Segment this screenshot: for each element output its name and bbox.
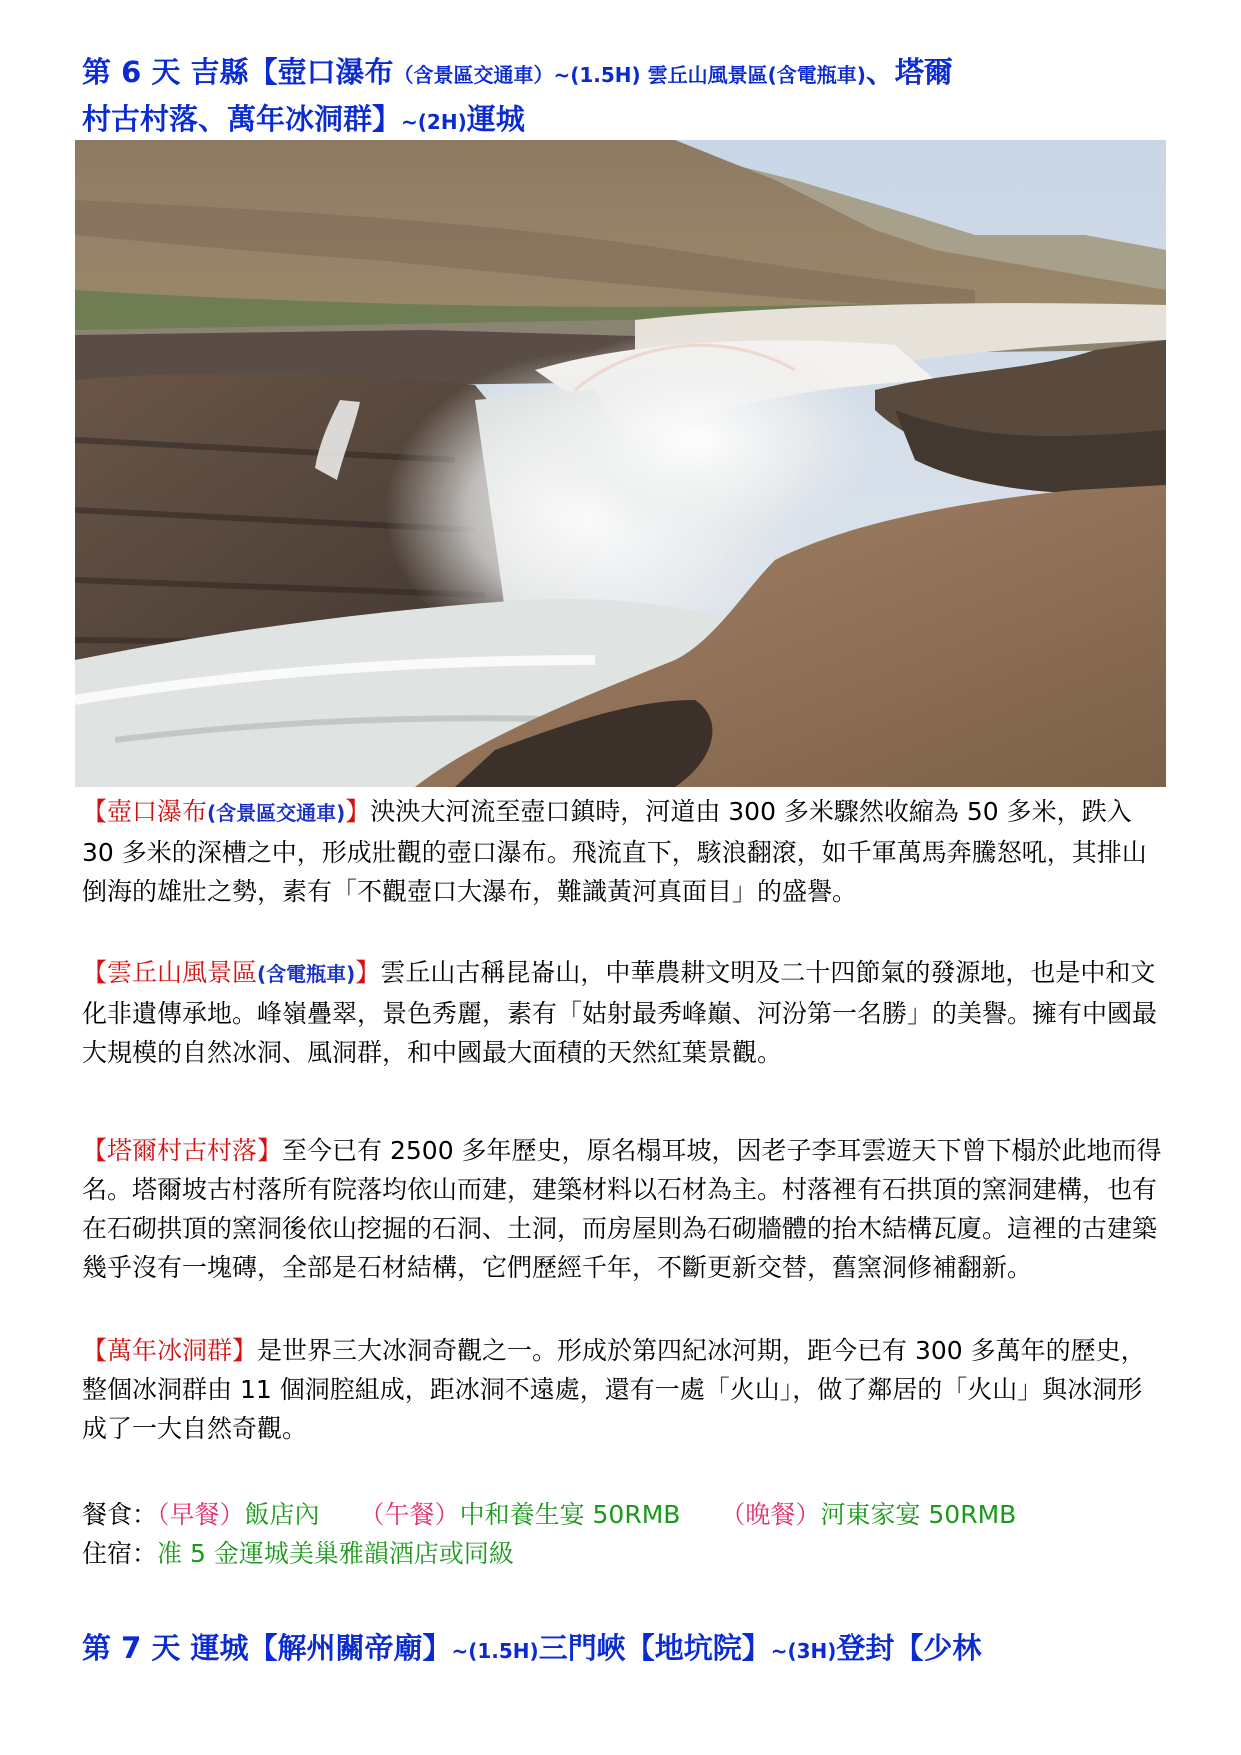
attraction-yunqiu — [82, 953, 1167, 1072]
attraction-name: 【壺口瀑布 — [82, 797, 208, 826]
attraction-ice-caves — [82, 1331, 1167, 1448]
attraction-bracket-close: 】 — [355, 958, 381, 987]
attraction-paragraph — [82, 792, 1167, 911]
day6-heading-part: 運城 — [466, 102, 525, 136]
attraction-name: 【塔爾村古村落 — [82, 1136, 258, 1165]
attraction-description: 雲丘山古稱昆崙山，中華農耕文明及二十四節氣的發源地，也是中和文化非遺傳承地。峰嶺疊翠，景色秀麗，素有「姑射最秀峰巔、河汾第一名勝」的美譽。擁有中國最大規模的自然冰洞、風洞群，和中國最大面積的天然紅葉景觀。 — [82, 958, 1158, 1067]
day7-heading — [82, 1626, 1164, 1673]
day6-heading-part: （含景區交通車） — [393, 63, 554, 87]
day6-heading — [82, 50, 1164, 144]
day6-heading-part: ~(1.5H) 雲丘山風景區 — [553, 63, 768, 87]
day6-heading-part: ~(2H) — [401, 110, 467, 134]
day6-heading-part: 村古村落、萬年冰洞群】 — [82, 102, 402, 136]
day7-heading-part: ~(3H) — [770, 1639, 837, 1663]
attraction-hukou — [82, 792, 1167, 911]
attraction-bracket-close: 】 — [232, 1336, 258, 1365]
attraction-name: 【萬年冰洞群 — [82, 1336, 233, 1365]
breakfast-value: 飯店內 — [244, 1500, 320, 1529]
attraction-description: 泱泱大河流至壺口鎮時，河道由 300 多米驟然收縮為 50 多米，跌入 30 多米的深槽之中，形成壯觀的壺口瀑布。飛流直下，駭浪翻滾，如千軍萬馬奔騰怒吼，其排山倒海的雄壯之勢，素有「不觀壺口大瀑布，難識黃河真面目」的盛譽。 — [82, 797, 1147, 906]
waterfall-illustration — [75, 140, 1166, 787]
meals-line — [82, 1496, 1182, 1534]
day7-heading-part: 三門峽【地坑院】 — [538, 1631, 771, 1665]
attraction-paragraph — [82, 1131, 1167, 1287]
hotel-value: 准 5 金運城美巢雅韻酒店或同級 — [157, 1539, 514, 1568]
lunch-value: 中和養生宴 50RMB — [459, 1500, 681, 1529]
attraction-name: 【雲丘山風景區 — [82, 958, 258, 987]
day6-heading-part: (含電瓶車) — [767, 63, 866, 87]
attraction-description: 至今已有 2500 多年歷史，原名榻耳坡，因老子李耳雲遊天下曾下榻於此地而得名。塔爾坡古村落所有院落均依山而建，建築材料以石材為主。村落裡有石拱頂的窯洞建構，也有在石砌拱頂的窯洞後依山挖掘的石洞、土洞，而房屋則為石砌牆體的抬木結構瓦廈。這裡的古建築幾乎沒有一塊磚，全部是石材結構，它們歷經千年，不斷更新交替，舊窯洞修補翻新。 — [82, 1136, 1162, 1282]
attraction-taer-village — [82, 1131, 1167, 1287]
attraction-bracket-close: 】 — [345, 797, 371, 826]
day7-heading-part: 第 7 天 運城【解州關帝廟】 — [82, 1631, 452, 1665]
dinner-label: （晚餐） — [720, 1500, 821, 1529]
attraction-paragraph — [82, 953, 1167, 1072]
breakfast-label: （早餐） — [157, 1500, 245, 1529]
day7-heading-part: 登封【少林 — [836, 1631, 982, 1665]
attraction-tag: (含電瓶車) — [257, 962, 356, 986]
attraction-tag: (含景區交通車) — [207, 801, 346, 825]
hukou-waterfall-photo — [75, 140, 1166, 787]
hotel-label: 住宿： — [82, 1539, 158, 1568]
attraction-bracket-close: 】 — [257, 1136, 283, 1165]
day6-heading-part: 、塔爾 — [865, 55, 953, 89]
day7-heading-part: ~(1.5H) — [451, 1639, 539, 1663]
attraction-paragraph — [82, 1331, 1167, 1448]
hotel-line — [82, 1535, 1182, 1573]
day6-heading-part: 第 6 天 吉縣【壺口瀑布 — [82, 55, 394, 89]
attraction-description: 是世界三大冰洞奇觀之一。形成於第四紀冰河期，距今已有 300 多萬年的歷史，整個冰洞群由 11 個洞腔組成，距冰洞不遠處，還有一處「火山」，做了鄰居的「火山」與冰洞形成了一大自然奇觀。 — [82, 1336, 1146, 1443]
lunch-label: （午餐） — [359, 1500, 460, 1529]
dinner-value: 河東家宴 50RMB — [820, 1500, 1017, 1529]
meals-label: 餐食： — [82, 1500, 158, 1529]
